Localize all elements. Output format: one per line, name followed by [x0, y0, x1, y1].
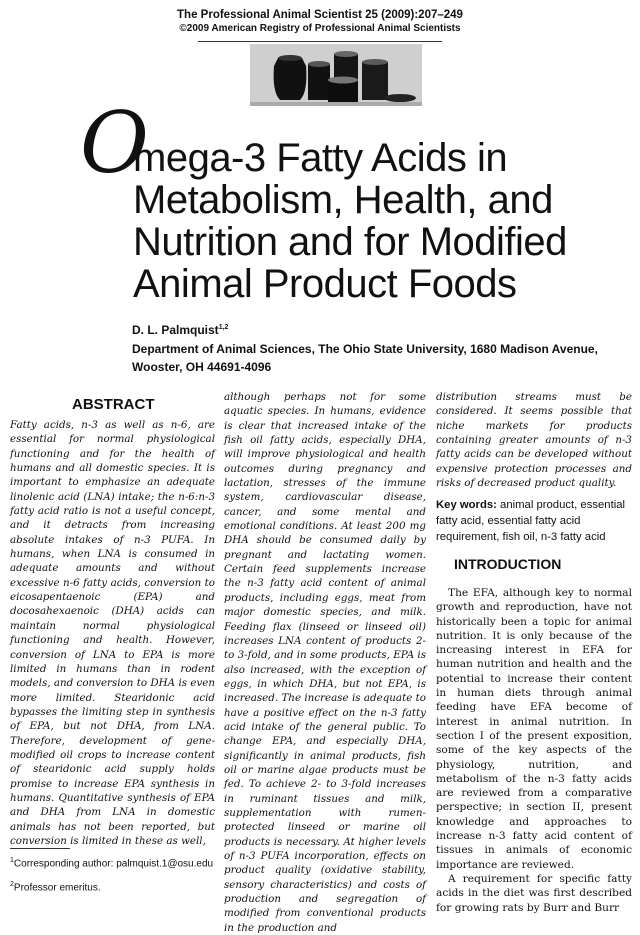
title-line-2: Metabolism, Health, and — [133, 178, 553, 222]
author-footnote-markers: 1,2 — [218, 324, 229, 331]
footnote-1 — [10, 854, 215, 870]
section-logo-image — [250, 44, 422, 106]
title-line-1: mega-3 Fatty Acids in — [133, 136, 508, 180]
footnote-rule — [10, 848, 70, 849]
title-drop-cap: O — [80, 94, 149, 192]
abstract-heading: ABSTRACT — [72, 396, 155, 413]
footnote-2 — [10, 881, 101, 893]
abstract-text-column-3: distribution streams must be considered. It seems possible that niche markets for products containing greater amounts of n-3 fatty acids can be developed without expensive protection processes and risks of decreased product quality. — [436, 391, 632, 490]
abstract-text-column-2: although perhaps not for some aquatic species. In humans, evidence is clear that increased intake of the fish oil fatty acids, especially DHA, will improve physiological and health outcomes during pregnancy and lactation, stresses of the immune system, cardiovascular disease, cancer, and some mental and emotional conditions. At least 200 mg DHA should be consumed daily by pregnant and lactating women. Certain feed supplements increase the n-3 fatty acid content of animal products, including eggs, meat from major domestic species, and milk. Feeding flax (linseed or linseed oil) increases LNA content of products 2- to 3-fold, and in some products, EPA is also increased, with the exception of eggs, in which DHA, but not EPA, is increased. The increase is adequate to have a positive effect on the n-3 fatty acid intake of the general public. To change EPA, and especially DHA, significantly in animal products, fish oil or marine algae products must be fed. To achieve 2- to 3-fold increases in ruminant tissues and milk, supplementation with rumen-protected linseed or marine oil products is necessary. At higher levels of n-3 PUFA incorporation, effects on product quality (oxidative stability, sensory characteristics) and costs of production and segregation of modified from conventional products in the production and — [224, 391, 426, 934]
author-name — [132, 323, 228, 337]
header-rule — [198, 41, 442, 42]
introduction-paragraph-1: The EFA, although key to normal growth and reproduction, have not historically been a topic for animal nutrition. It is only because of the increasing interest in EFA for human nutrition and health and the potential to increase their content in human diets through animal feeding have EFA become of interest in animal nutrition. In section I of the present exposition, some of the key aspects of the physiology, nutrition, and metabolism of the n-3 fatty acids are reviewed from a comparative perspective; in section II, present knowledge and approaches to increase n-3 fatty acid content of tissues in animals of economic importance are reviewed. — [436, 587, 632, 871]
journal-citation: The Professional Animal Scientist 25 (2009):207–249 — [177, 9, 463, 21]
title-line-4: Animal Product Foods — [133, 262, 517, 306]
author-affiliation-line-1: Department of Animal Sciences, The Ohio State University, 1680 Madison Avenue, — [132, 342, 598, 356]
keywords-label: Key words: — [436, 499, 497, 511]
footnote-2-text: Professor emeritus. — [13, 882, 101, 894]
introduction-heading: INTRODUCTION — [454, 556, 562, 572]
title-line-3: Nutrition and for Modified — [133, 220, 567, 264]
author-name-text: D. L. Palmquist — [132, 323, 219, 337]
author-affiliation-line-2: Wooster, OH 44691-4096 — [132, 360, 272, 374]
footnote-1-marker: 1 — [10, 857, 14, 864]
footnote-1-text: Corresponding author: palmquist.1@osu.edu — [13, 858, 214, 870]
abstract-text-column-1: Fatty acids, n-3 as well as n-6, are essential for normal physiological functioning and for the health of humans and all domestic species. It is important to emphasize an adequate linolenic acid (LNA) intake; the n-6:n-3 fatty acid ratio is not a useful concept, and it detracts from increasing absolute intakes of n-3 PUFA. In humans, when LNA is consumed in adequate amounts and without excessive n-6 fatty acids, conversion to eicosapentaenoic (EPA) and docosahexaenoic (DHA) acids can maintain normal physiological functioning and health. However, conversion of LNA to EPA is more limited in humans than in rodent models, and conversion to DHA is even more limited. Stearidonic acid bypasses the limiting step in synthesis of EPA, but not DHA, from LNA. Therefore, development of gene-modified oil crops to increase content of stearidonic acid supply holds promise to increase EPA synthesis in humans. Quantitative synthesis of EPA and DHA from LNA in domestic animals has not been reported, but conversion is limited in these as well, — [10, 419, 215, 847]
introduction-paragraph-2: A requirement for specific fatty acids in the diet was first described for growing rats by Burr and Burr — [436, 872, 632, 914]
copyright-line: ©2009 American Registry of Professional Animal Scientists — [179, 23, 461, 34]
keywords-block — [436, 497, 632, 545]
introduction-body — [436, 586, 632, 915]
keywords-text: animal product, essential fatty acid, essential fatty acid requirement, fish oil, n-3 fatty acid — [436, 499, 626, 543]
footnote-2-marker: 2 — [10, 881, 14, 888]
